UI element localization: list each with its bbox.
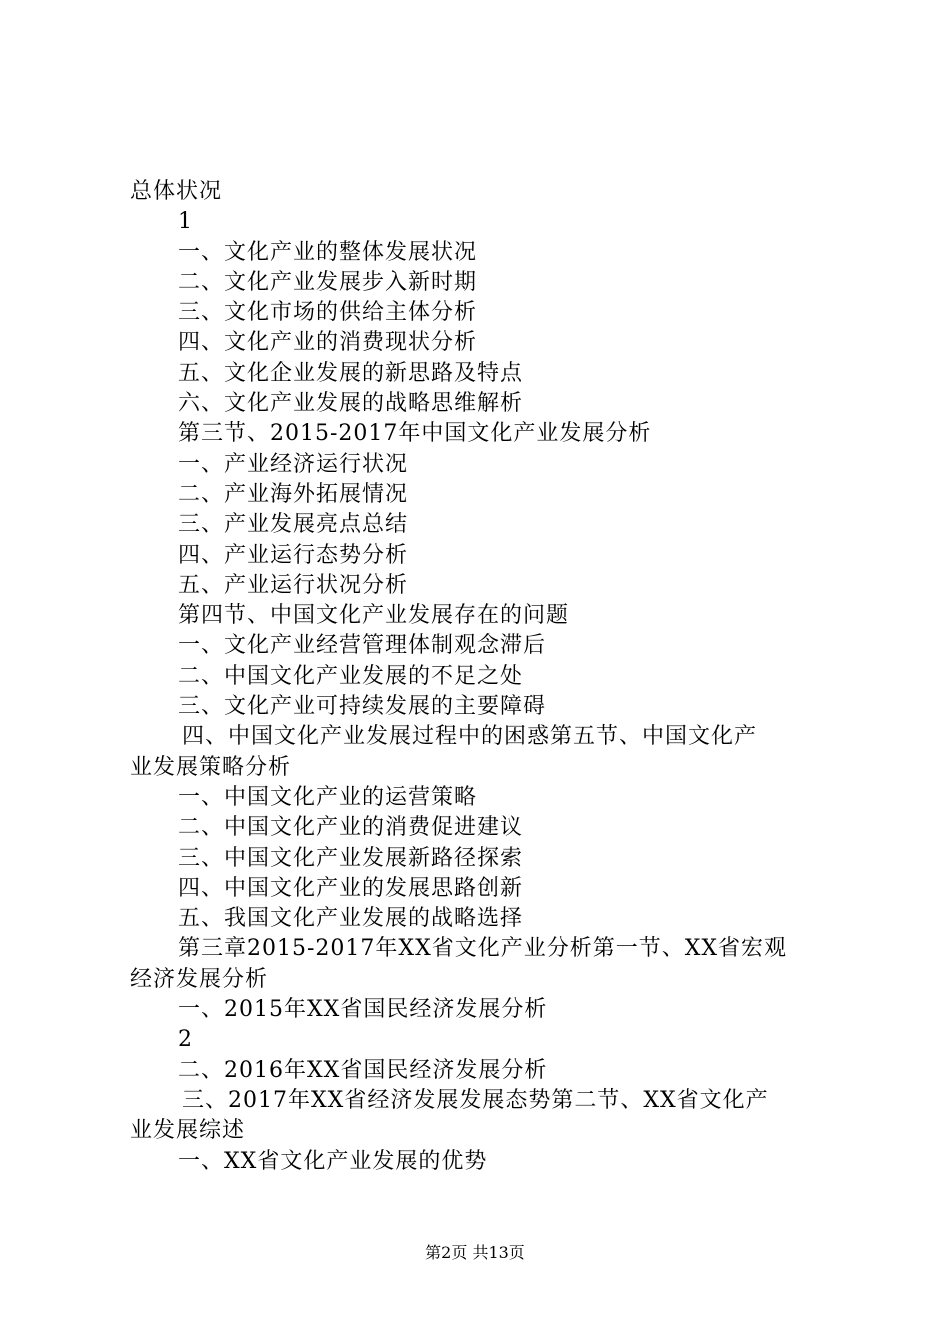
toc-item: 六、文化产业发展的战略思维解析 bbox=[178, 391, 524, 417]
toc-item: 五、文化企业发展的新思路及特点 bbox=[178, 360, 524, 386]
toc-section-heading: 第四节、中国文化产业发展存在的问题 bbox=[178, 603, 570, 629]
toc-item: 三、文化产业可持续发展的主要障碍 bbox=[178, 694, 547, 720]
toc-item: 二、中国文化产业发展的不足之处 bbox=[178, 663, 524, 689]
toc-item-continuation: 经济发展分析 bbox=[130, 966, 269, 992]
toc-item: 一、产业经济运行状况 bbox=[178, 451, 409, 477]
toc-item-continuation: 业发展策略分析 bbox=[130, 754, 292, 780]
document-body bbox=[130, 177, 830, 1177]
toc-item: 三、中国文化产业发展新路径探索 bbox=[178, 845, 524, 871]
page-number-marker: 2 bbox=[178, 1027, 193, 1053]
toc-item: 三、2017年XX省经济发展发展态势第二节、XX省文化产 bbox=[182, 1087, 769, 1113]
toc-item: 一、文化产业经营管理体制观念滞后 bbox=[178, 633, 547, 659]
toc-item: 二、文化产业发展步入新时期 bbox=[178, 269, 478, 295]
toc-item: 二、中国文化产业的消费促进建议 bbox=[178, 815, 524, 841]
toc-item: 一、文化产业的整体发展状况 bbox=[178, 239, 478, 265]
toc-item: 五、我国文化产业发展的战略选择 bbox=[178, 906, 524, 932]
toc-item: 三、产业发展亮点总结 bbox=[178, 512, 409, 538]
toc-item: 四、中国文化产业的发展思路创新 bbox=[178, 875, 524, 901]
toc-item: 二、2016年XX省国民经济发展分析 bbox=[178, 1057, 548, 1083]
toc-item: 五、产业运行状况分析 bbox=[178, 572, 409, 598]
toc-item: 四、产业运行态势分析 bbox=[178, 542, 409, 568]
toc-chapter-heading: 第三章2015-2017年XX省文化产业分析第一节、XX省宏观 bbox=[178, 936, 788, 962]
toc-item: 三、文化市场的供给主体分析 bbox=[178, 300, 478, 326]
text-line: 总体状况 bbox=[130, 179, 223, 204]
toc-item: 一、中国文化产业的运营策略 bbox=[178, 784, 478, 810]
toc-item-continuation: 业发展综述 bbox=[130, 1118, 246, 1144]
toc-item: 四、中国文化产业发展过程中的困惑第五节、中国文化产 bbox=[182, 724, 758, 750]
toc-item: 四、文化产业的消费现状分析 bbox=[178, 330, 478, 356]
page-number-marker: 1 bbox=[178, 209, 193, 235]
toc-item: 一、2015年XX省国民经济发展分析 bbox=[178, 997, 548, 1023]
toc-section-heading: 第三节、2015-2017年中国文化产业发展分析 bbox=[178, 421, 652, 447]
page-footer: 第2页 共13页 bbox=[425, 1243, 525, 1262]
toc-item: 一、XX省文化产业发展的优势 bbox=[178, 1148, 488, 1174]
toc-item: 二、产业海外拓展情况 bbox=[178, 481, 409, 507]
